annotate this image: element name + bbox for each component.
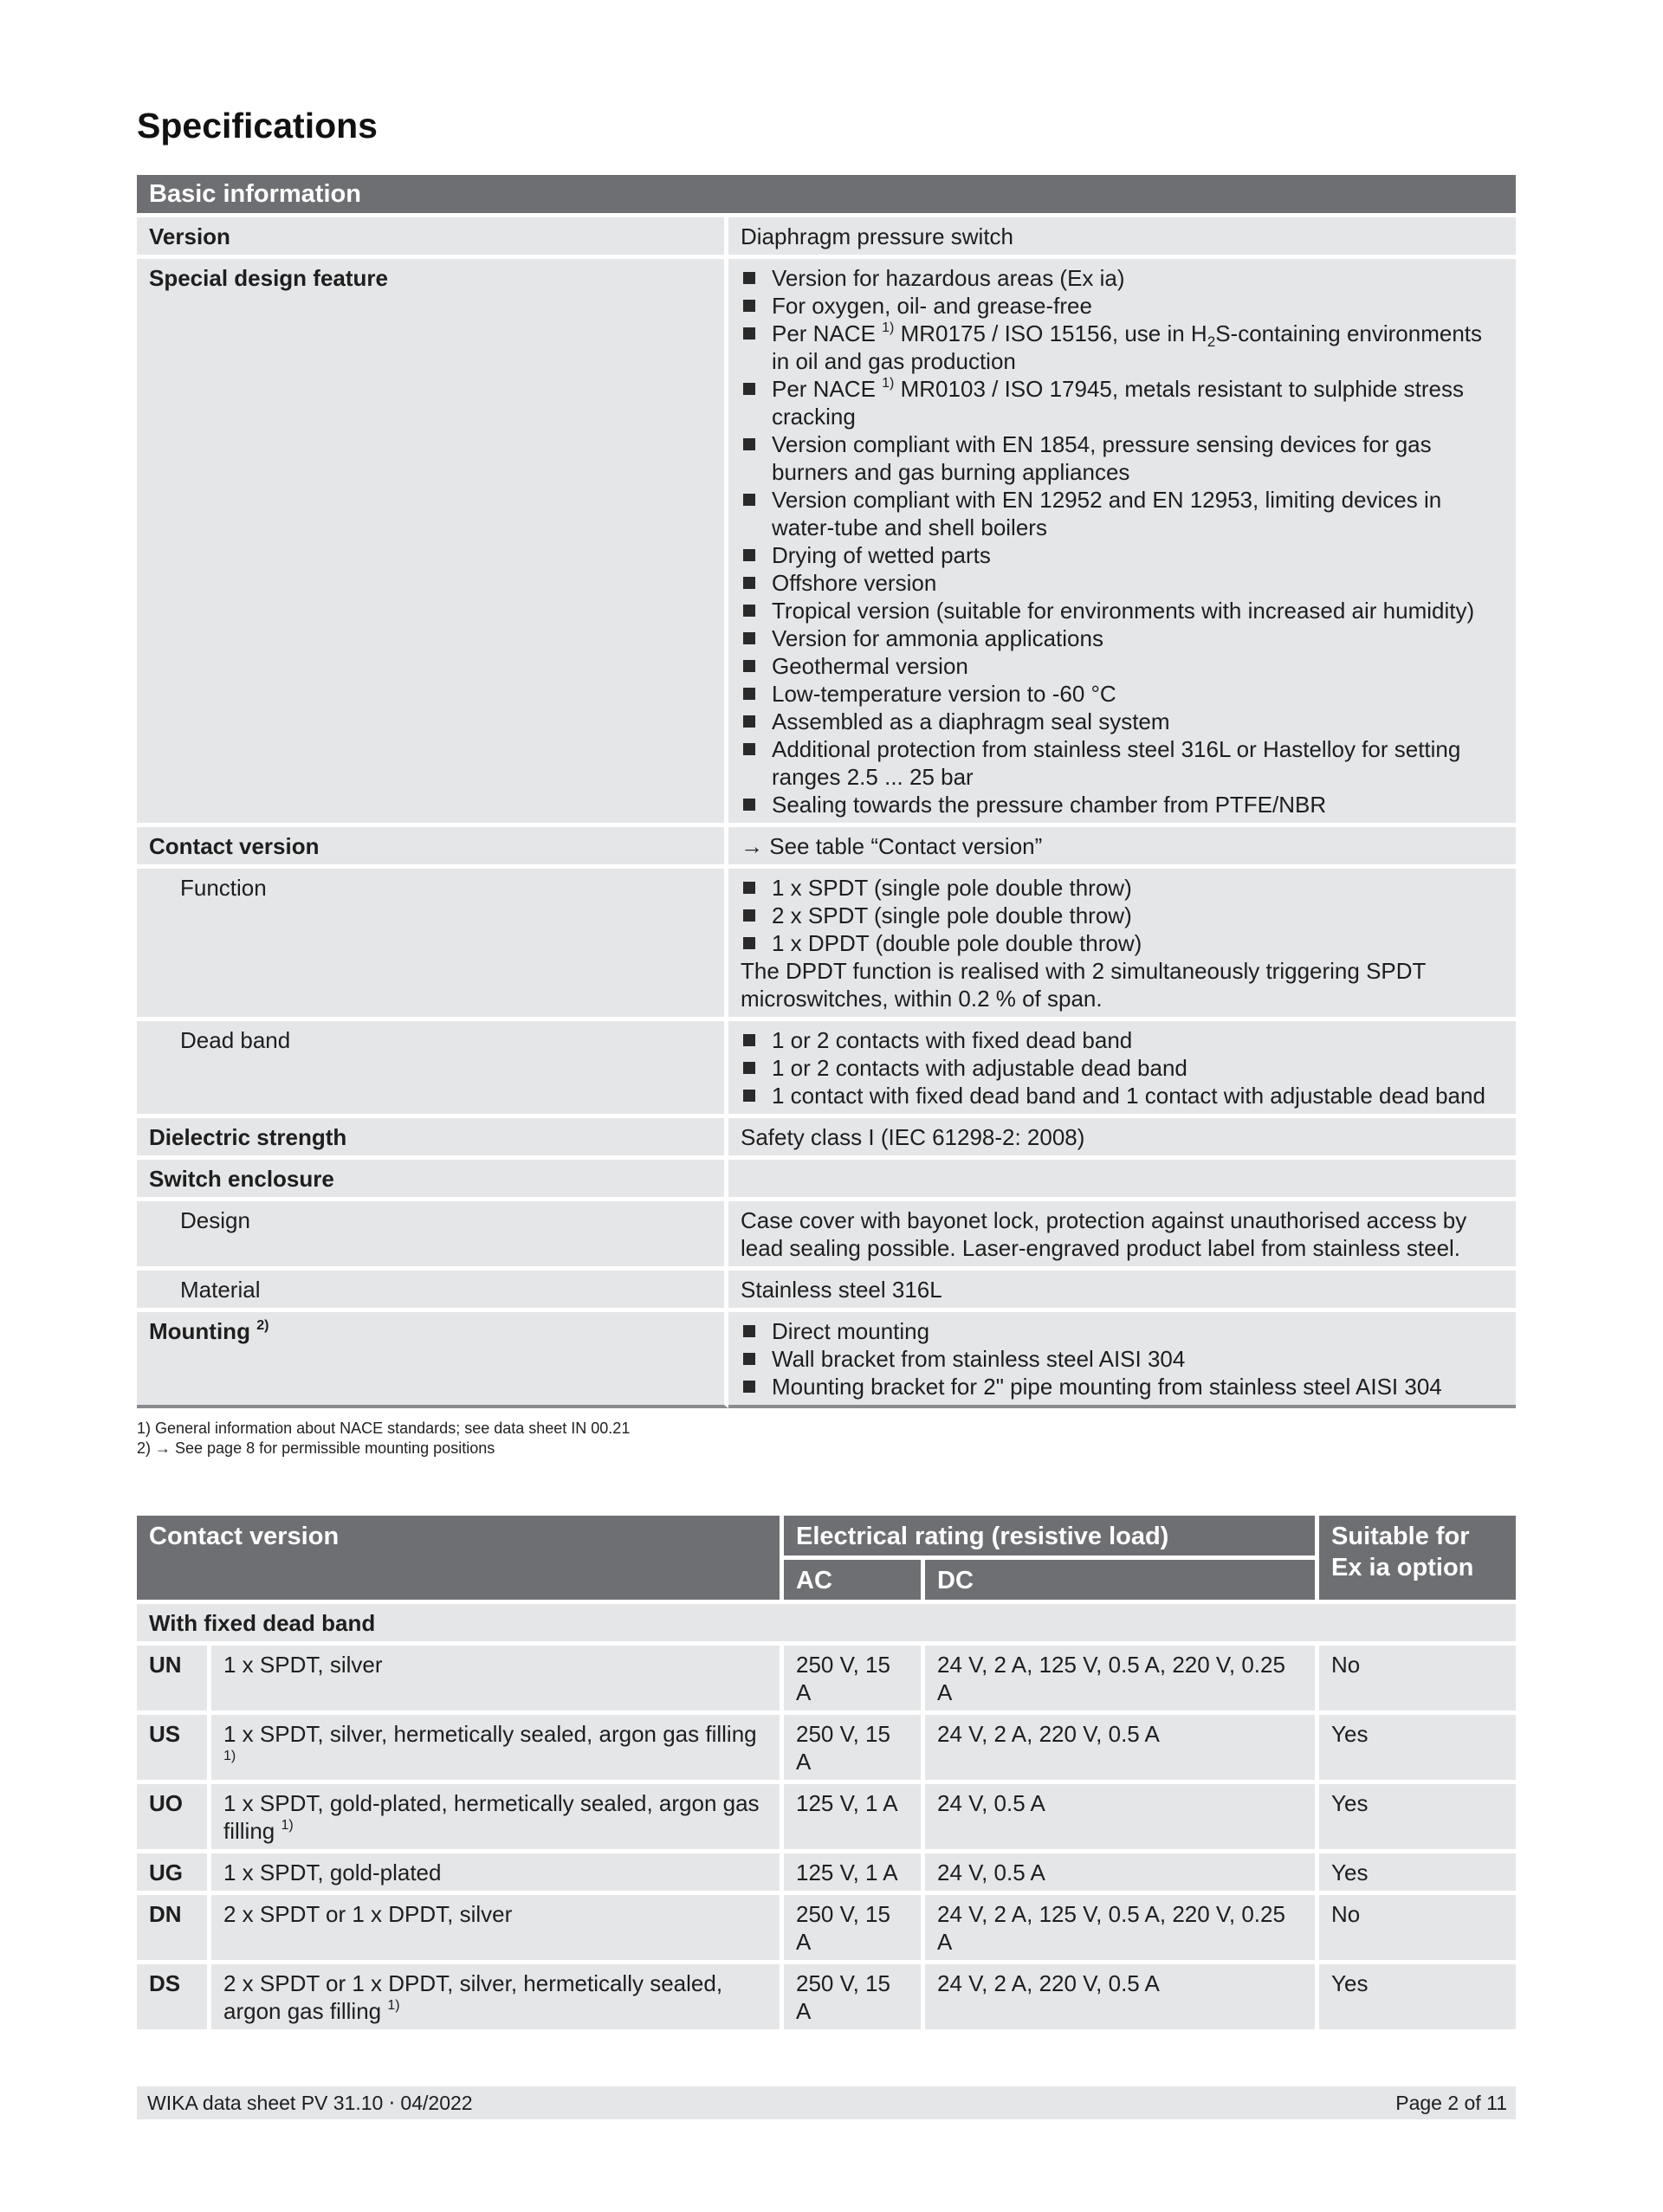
ex-ia-suitable: Yes bbox=[1319, 1853, 1516, 1895]
contact-version-value: → See table “Contact version” bbox=[728, 827, 1516, 869]
contact-description: 1 x SPDT, silver bbox=[211, 1646, 784, 1715]
contact-code: DS bbox=[137, 1964, 211, 2034]
list-item: Offshore version bbox=[741, 569, 1504, 597]
ex-ia-suitable: Yes bbox=[1319, 1784, 1516, 1853]
table-row bbox=[137, 1715, 1516, 1784]
list-item: 1 or 2 contacts with fixed dead band bbox=[741, 1026, 1504, 1054]
table-row bbox=[137, 1118, 1516, 1160]
contact-code: UN bbox=[137, 1646, 211, 1715]
function-note: The DPDT function is realised with 2 simultaneously triggering SPDT microswitches, within 0.2 % of span. bbox=[741, 958, 1426, 1012]
list-item: Version for hazardous areas (Ex ia) bbox=[741, 264, 1504, 292]
table-row bbox=[137, 1895, 1516, 1964]
table-row bbox=[137, 1784, 1516, 1853]
mounting-value bbox=[728, 1312, 1516, 1408]
ac-rating: 250 V, 15 A bbox=[784, 1715, 925, 1784]
table-row bbox=[137, 869, 1516, 1021]
list-item: Geothermal version bbox=[741, 652, 1504, 680]
footer-doc-id: WIKA data sheet PV 31.10 ⋅ 04/2022 bbox=[147, 2092, 473, 2114]
contact-description: 2 x SPDT or 1 x DPDT, silver, hermetically sealed, argon gas filling $^{1)}$ bbox=[211, 1964, 784, 2034]
list-item: 1 contact with fixed dead band and 1 contact with adjustable dead band bbox=[741, 1082, 1504, 1109]
ac-rating: 250 V, 15 A bbox=[784, 1895, 925, 1964]
col-ex-ia: Suitable for Ex ia option bbox=[1319, 1516, 1516, 1604]
group-fixed-dead-band: With fixed dead band bbox=[137, 1604, 1516, 1646]
ac-rating: 250 V, 15 A bbox=[784, 1646, 925, 1715]
list-item: Sealing towards the pressure chamber from PTFE/NBR bbox=[741, 791, 1504, 818]
basic-information-header: Basic information bbox=[137, 175, 1516, 217]
list-item: Assembled as a diaphragm seal system bbox=[741, 708, 1504, 735]
ex-ia-suitable: No bbox=[1319, 1895, 1516, 1964]
dc-rating: 24 V, 2 A, 220 V, 0.5 A bbox=[925, 1964, 1319, 2034]
contact-description: 1 x SPDT, gold-plated bbox=[211, 1853, 784, 1895]
dielectric-strength-value: Safety class I (IEC 61298-2: 2008) bbox=[728, 1118, 1516, 1160]
list-item: 1 x SPDT (single pole double throw) bbox=[741, 874, 1504, 902]
contact-code: US bbox=[137, 1715, 211, 1784]
ex-ia-suitable: Yes bbox=[1319, 1715, 1516, 1784]
table-row bbox=[137, 1021, 1516, 1118]
ex-ia-suitable: Yes bbox=[1319, 1964, 1516, 2034]
list-item: Per NACE $^{1)}$ MR0103 / ISO 17945, metals resistant to sulphide stress cracking bbox=[741, 375, 1504, 430]
contact-description: 1 x SPDT, silver, hermetically sealed, argon gas filling $^{1)}$ bbox=[211, 1715, 784, 1784]
col-dc: DC bbox=[925, 1560, 1319, 1604]
table-row bbox=[137, 1160, 1516, 1201]
table-row bbox=[137, 1271, 1516, 1312]
material-label: Material bbox=[137, 1271, 728, 1312]
basic-information-table bbox=[137, 175, 1516, 1408]
dc-rating: 24 V, 0.5 A bbox=[925, 1784, 1319, 1853]
footnote-1: 1) General information about NACE standards; see data sheet IN 00.21 bbox=[137, 1420, 631, 1437]
switch-enclosure-label: Switch enclosure bbox=[137, 1160, 728, 1201]
list-item: Drying of wetted parts bbox=[741, 541, 1504, 569]
contact-description: 1 x SPDT, gold-plated, hermetically sealed, argon gas filling $^{1)}$ bbox=[211, 1784, 784, 1853]
ac-rating: 125 V, 1 A bbox=[784, 1784, 925, 1853]
table-row bbox=[137, 1853, 1516, 1895]
design-label: Design bbox=[137, 1201, 728, 1271]
table-row bbox=[137, 1646, 1516, 1715]
list-item: Wall bracket from stainless steel AISI 304 bbox=[741, 1345, 1504, 1373]
contact-version-table bbox=[137, 1516, 1516, 2034]
list-item: Version compliant with EN 1854, pressure sensing devices for gas burners and gas burning appliances bbox=[741, 430, 1504, 486]
dc-rating: 24 V, 2 A, 125 V, 0.5 A, 220 V, 0.25 A bbox=[925, 1646, 1319, 1715]
list-item: Mounting bracket for 2" pipe mounting from stainless steel AISI 304 bbox=[741, 1373, 1504, 1400]
dead-band-label: Dead band bbox=[137, 1021, 728, 1118]
list-item: Additional protection from stainless steel 316L or Hastelloy for setting ranges 2.5 ... 25 bar bbox=[741, 735, 1504, 791]
contact-code: UG bbox=[137, 1853, 211, 1895]
table-row bbox=[137, 827, 1516, 869]
col-contact-version: Contact version bbox=[137, 1516, 784, 1604]
version-value: Diaphragm pressure switch bbox=[728, 217, 1516, 259]
footnotes bbox=[137, 1419, 630, 1458]
ex-ia-suitable: No bbox=[1319, 1646, 1516, 1715]
material-value: Stainless steel 316L bbox=[728, 1271, 1516, 1312]
mounting-label: Mounting $^{2)}$ bbox=[137, 1312, 728, 1408]
dc-rating: 24 V, 2 A, 125 V, 0.5 A, 220 V, 0.25 A bbox=[925, 1895, 1319, 1964]
list-item: 2 x SPDT (single pole double throw) bbox=[741, 902, 1504, 929]
list-item: 1 x DPDT (double pole double throw) bbox=[741, 929, 1504, 957]
dead-band-value bbox=[728, 1021, 1516, 1118]
contact-code: DN bbox=[137, 1895, 211, 1964]
table-row bbox=[137, 259, 1516, 827]
list-item: For oxygen, oil- and grease-free bbox=[741, 292, 1504, 320]
version-label: Version bbox=[137, 217, 728, 259]
table-row bbox=[137, 217, 1516, 259]
ac-rating: 125 V, 1 A bbox=[784, 1853, 925, 1895]
list-item: Version for ammonia applications bbox=[741, 624, 1504, 652]
table-row bbox=[137, 1201, 1516, 1271]
table-row bbox=[137, 1312, 1516, 1408]
switch-enclosure-value bbox=[728, 1160, 1516, 1201]
contact-code: UO bbox=[137, 1784, 211, 1853]
col-electrical-rating: Electrical rating (resistive load) bbox=[784, 1516, 1319, 1560]
contact-version-label: Contact version bbox=[137, 827, 728, 869]
special-design-label: Special design feature bbox=[137, 259, 728, 827]
dc-rating: 24 V, 2 A, 220 V, 0.5 A bbox=[925, 1715, 1319, 1784]
list-item: Per NACE $^{1)}$ MR0175 / ISO 15156, use in $H_2S$-containing environments in oil and gas production bbox=[741, 320, 1504, 375]
design-value: Case cover with bayonet lock, protection against unauthorised access by lead sealing possible. Laser-engraved product label from stainless steel. bbox=[728, 1201, 1516, 1271]
list-item: 1 or 2 contacts with adjustable dead band bbox=[741, 1054, 1504, 1082]
contact-description: 2 x SPDT or 1 x DPDT, silver bbox=[211, 1895, 784, 1964]
list-item: Direct mounting bbox=[741, 1317, 1504, 1345]
page-footer bbox=[137, 2086, 1516, 2119]
footer-page-number: Page 2 of 11 bbox=[1395, 2092, 1507, 2114]
dc-rating: 24 V, 0.5 A bbox=[925, 1853, 1319, 1895]
function-value bbox=[728, 869, 1516, 1021]
function-label: Function bbox=[137, 869, 728, 1021]
col-ac: AC bbox=[784, 1560, 925, 1604]
special-design-value bbox=[728, 259, 1516, 827]
table-row bbox=[137, 1964, 1516, 2034]
list-item: Tropical version (suitable for environments with increased air humidity) bbox=[741, 597, 1504, 624]
list-item: Version compliant with EN 12952 and EN 12953, limiting devices in water-tube and shell boilers bbox=[741, 486, 1504, 541]
dielectric-strength-label: Dielectric strength bbox=[137, 1118, 728, 1160]
ac-rating: 250 V, 15 A bbox=[784, 1964, 925, 2034]
list-item: Low-temperature version to -60 °C bbox=[741, 680, 1504, 708]
page-title: Specifications bbox=[137, 106, 378, 146]
footnote-2: 2) → See page 8 for permissible mounting positions bbox=[137, 1439, 495, 1457]
